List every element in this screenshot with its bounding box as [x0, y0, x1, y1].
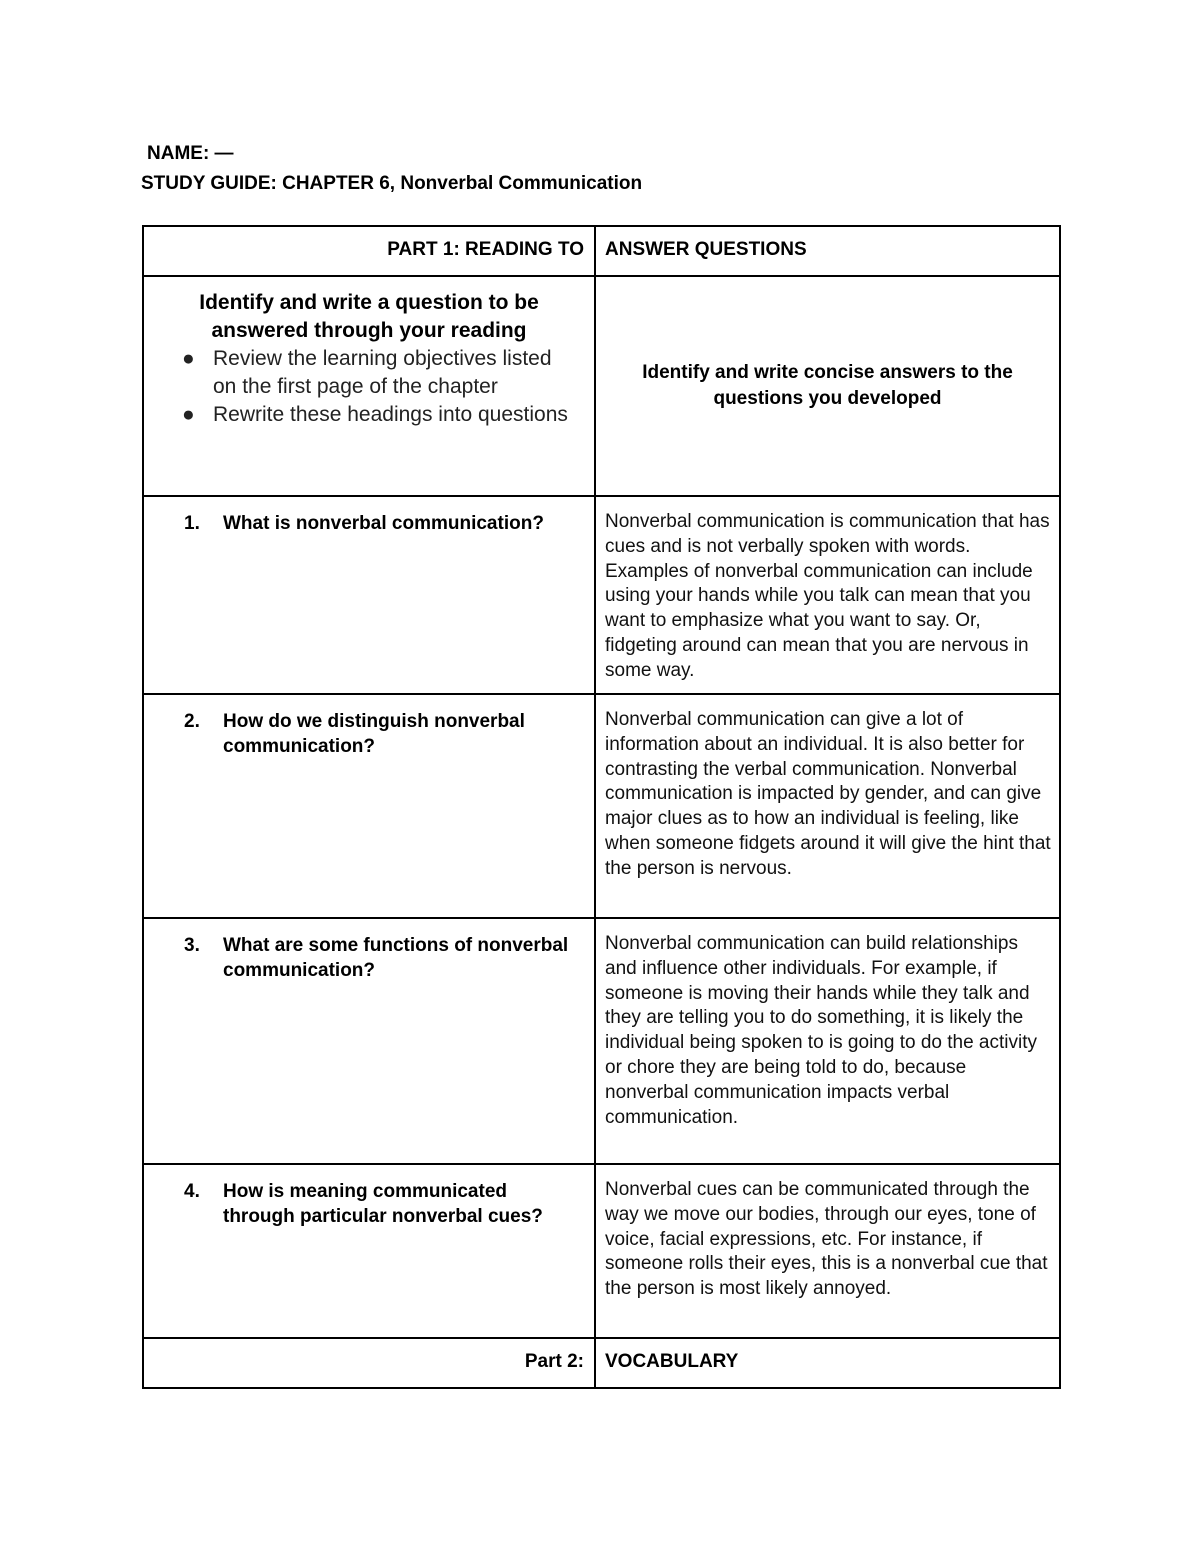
instructions-row [143, 276, 1060, 496]
bullet-icon: ● [182, 347, 195, 370]
part1-left-header: PART 1: READING TO [143, 226, 595, 276]
list-item: ● Rewrite these headings into questions [182, 401, 580, 429]
part1-right-header: ANSWER QUESTIONS [595, 226, 1060, 276]
question-cell [143, 694, 595, 918]
part2-right-header: VOCABULARY [595, 1338, 1060, 1388]
part1-header-row [143, 226, 1060, 276]
instructions-title: Identify and write a question to be answered through your reading [199, 291, 539, 342]
question-cell [143, 918, 595, 1164]
instructions-list [158, 345, 580, 429]
question-text: How do we distinguish nonverbal communication? [223, 711, 525, 757]
name-label: NAME: — [147, 143, 234, 164]
study-guide-title: STUDY GUIDE: CHAPTER 6, Nonverbal Communication [141, 173, 643, 194]
table-row [143, 918, 1060, 1164]
answer-text: Nonverbal communication can give a lot of information about an individual. It is also better for contrasting the verbal communication. Nonverbal communication is impacted by gender, and can give major clues as to how an individual is feeling, like when someone fidgets around it will give the hint that the person is nervous. [595, 694, 1060, 918]
answer-text: Nonverbal communication is communication that has cues and is not verbally spoken with words. Examples of nonverbal communication can include using your hands while you talk can mean that you want to emphasize what you want to say. Or, fidgeting around can mean that you are nervous in some way. [595, 496, 1060, 694]
question-text: How is meaning communicated through particular nonverbal cues? [223, 1181, 543, 1227]
answer-text: Nonverbal cues can be communicated through the way we move our bodies, through our eyes, tone of voice, facial expressions, etc. For instance, if someone rolls their eyes, this is a nonverbal cue that the person is most likely annoyed. [595, 1164, 1060, 1338]
question-number: 2. [184, 711, 200, 732]
question-cell [143, 1164, 595, 1338]
question-number: 3. [184, 935, 200, 956]
list-item: ● Review the learning objectives listed on the first page of the chapter [182, 347, 552, 398]
answer-instructions: Identify and write concise answers to the questions you developed [595, 276, 1060, 496]
answer-text: Nonverbal communication can build relationships and influence other individuals. For example, if someone is moving their hands while they talk and they are telling you to do something, it is likely the individual being spoken to is going to do the activity or chore they are being told to do, because nonverbal communication impacts verbal communication. [595, 918, 1060, 1164]
question-instructions [143, 276, 595, 496]
question-cell [143, 496, 595, 694]
question-number: 4. [184, 1181, 200, 1202]
table-row [143, 496, 1060, 694]
table-row [143, 694, 1060, 918]
part2-header-row [143, 1338, 1060, 1388]
question-text: What is nonverbal communication? [223, 513, 544, 534]
bullet-icon: ● [182, 403, 195, 426]
table-row [143, 1164, 1060, 1338]
question-number: 1. [184, 513, 200, 534]
question-text: What are some functions of nonverbal communication? [223, 935, 569, 981]
document-header [141, 141, 642, 197]
part2-left-header: Part 2: [143, 1338, 595, 1388]
study-guide-table [142, 225, 1061, 1389]
